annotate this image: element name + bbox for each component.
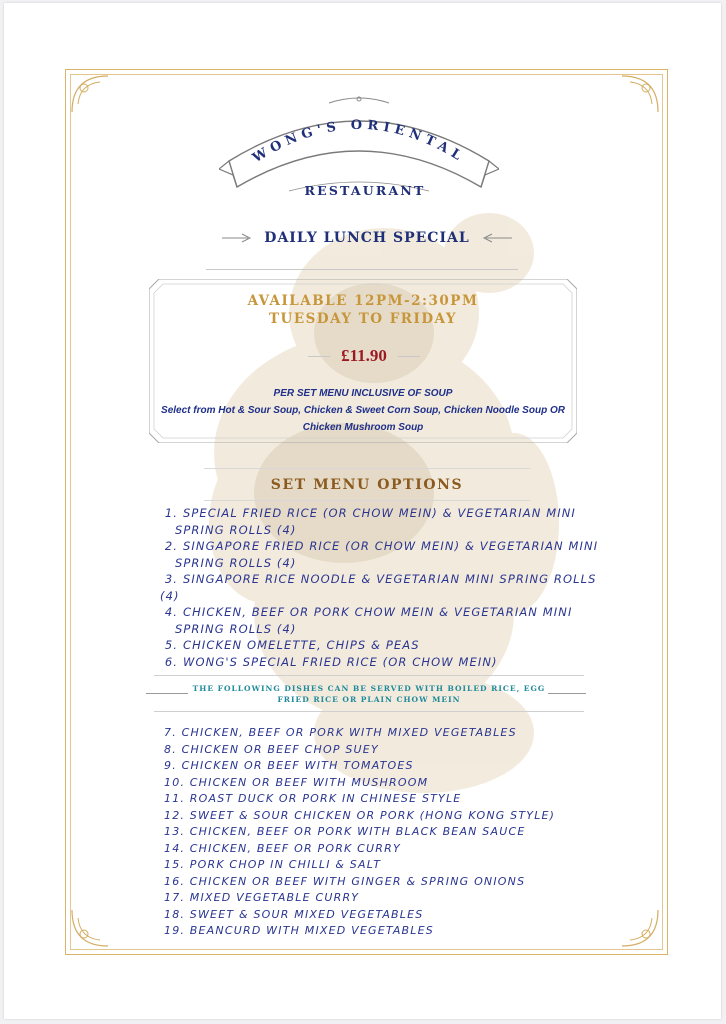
divider (548, 693, 586, 694)
list-item: 13. CHICKEN, BEEF OR PORK WITH BLACK BEAN SAUCE (164, 825, 526, 838)
item-text: WONG'S SPECIAL FRIED RICE (OR CHOW MEIN) (183, 654, 498, 669)
list-item: 7. CHICKEN, BEEF OR PORK WITH MIXED VEGETABLES (164, 726, 517, 739)
item-number: 1. (164, 506, 178, 520)
corner-ornament-icon (70, 908, 110, 948)
list-item: 11. ROAST DUCK OR PORK IN CHINESE STYLE (164, 792, 462, 805)
list-item: 9. CHICKEN OR BEEF WITH TOMATOES (164, 759, 414, 772)
item-text: CHICKEN, BEEF OR PORK CHOW MEIN & VEGETARIAN MINI (183, 605, 573, 619)
list-item: 10. CHICKEN OR BEEF WITH MUSHROOM (164, 775, 429, 789)
served-note-line: THE FOLLOWING DISHES CAN BE SERVED WITH BOILED RICE, EGG (192, 684, 546, 693)
list-item (160, 604, 620, 637)
brand-name: WONG'S ORIENTAL (250, 117, 468, 167)
price-divider-right (398, 356, 420, 357)
divider (204, 468, 530, 469)
corner-ornament-icon (70, 74, 110, 114)
list-item (160, 571, 620, 604)
divider (146, 693, 188, 694)
divider (154, 711, 584, 712)
item-number: 3. (164, 572, 178, 586)
list-item (160, 654, 620, 671)
corner-ornament-icon (620, 74, 660, 114)
menu-page (4, 3, 721, 1019)
list-item (160, 538, 620, 571)
item-text: SPECIAL FRIED RICE (OR CHOW MEIN) & VEGETARIAN MINI (183, 506, 576, 520)
divider (154, 675, 584, 676)
served-note (189, 683, 549, 705)
soup-note-line: Chicken Mushroom Soup (302, 422, 424, 433)
item-number: 5. (164, 638, 178, 652)
item-text: SINGAPORE RICE NOODLE & VEGETARIAN MINI SPRING ROLLS (4) (160, 572, 597, 603)
list-item: 17. MIXED VEGETABLE CURRY (164, 891, 360, 904)
set-menu-title: SET MENU OPTIONS (270, 477, 464, 493)
list-item (160, 637, 620, 654)
soup-note (154, 385, 572, 436)
list-item: 15. PORK CHOP IN CHILLI & SALT (164, 858, 382, 871)
item-number: 6. (164, 654, 178, 669)
dishes-list (164, 725, 624, 940)
item-text: CHICKEN OMELETTE, CHIPS & PEAS (183, 638, 420, 652)
list-item: 12. SWEET & SOUR CHICKEN OR PORK (HONG KONG STYLE) (164, 808, 556, 822)
item-text-continued: SPRING ROLLS (4) (175, 555, 297, 570)
availability-hours: AVAILABLE 12PM-2:30PM (247, 293, 479, 309)
served-note-line: FRIED RICE OR PLAIN CHOW MEIN (277, 695, 461, 704)
divider (206, 269, 518, 270)
item-text-continued: SPRING ROLLS (4) (175, 621, 297, 636)
item-number: 4. (164, 605, 178, 619)
item-number: 2. (164, 539, 178, 553)
list-item: 16. CHICKEN OR BEEF WITH GINGER & SPRING ONIONS (164, 874, 526, 888)
list-item (160, 505, 620, 538)
availability-days: TUESDAY TO FRIDAY (269, 311, 457, 327)
item-text: SINGAPORE FRIED RICE (OR CHOW MEIN) & VEGETARIAN MINI (183, 539, 599, 553)
price: £11.90 (341, 346, 387, 365)
set-menu-list (160, 505, 620, 670)
soup-note-line: Select from Hot & Sour Soup, Chicken & Sweet Corn Soup, Chicken Noodle Soup OR (161, 405, 565, 416)
item-text-continued: SPRING ROLLS (4) (175, 522, 297, 537)
list-item: 14. CHICKEN, BEEF OR PORK CURRY (164, 841, 401, 855)
divider (204, 500, 530, 501)
corner-ornament-icon (620, 908, 660, 948)
availability-text (149, 292, 577, 328)
list-item: 18. SWEET & SOUR MIXED VEGETABLES (164, 907, 424, 921)
list-item: 8. CHICKEN OR BEEF CHOP SUEY (164, 742, 379, 756)
list-item: 19. BEANCURD WITH MIXED VEGETABLES (164, 924, 434, 937)
brand-subtitle: RESTAURANT (304, 183, 426, 198)
soup-note-line: PER SET MENU INCLUSIVE OF SOUP (273, 388, 453, 399)
page-title: DAILY LUNCH SPECIAL (264, 230, 470, 246)
arrow-ornament-right-icon (478, 233, 512, 243)
